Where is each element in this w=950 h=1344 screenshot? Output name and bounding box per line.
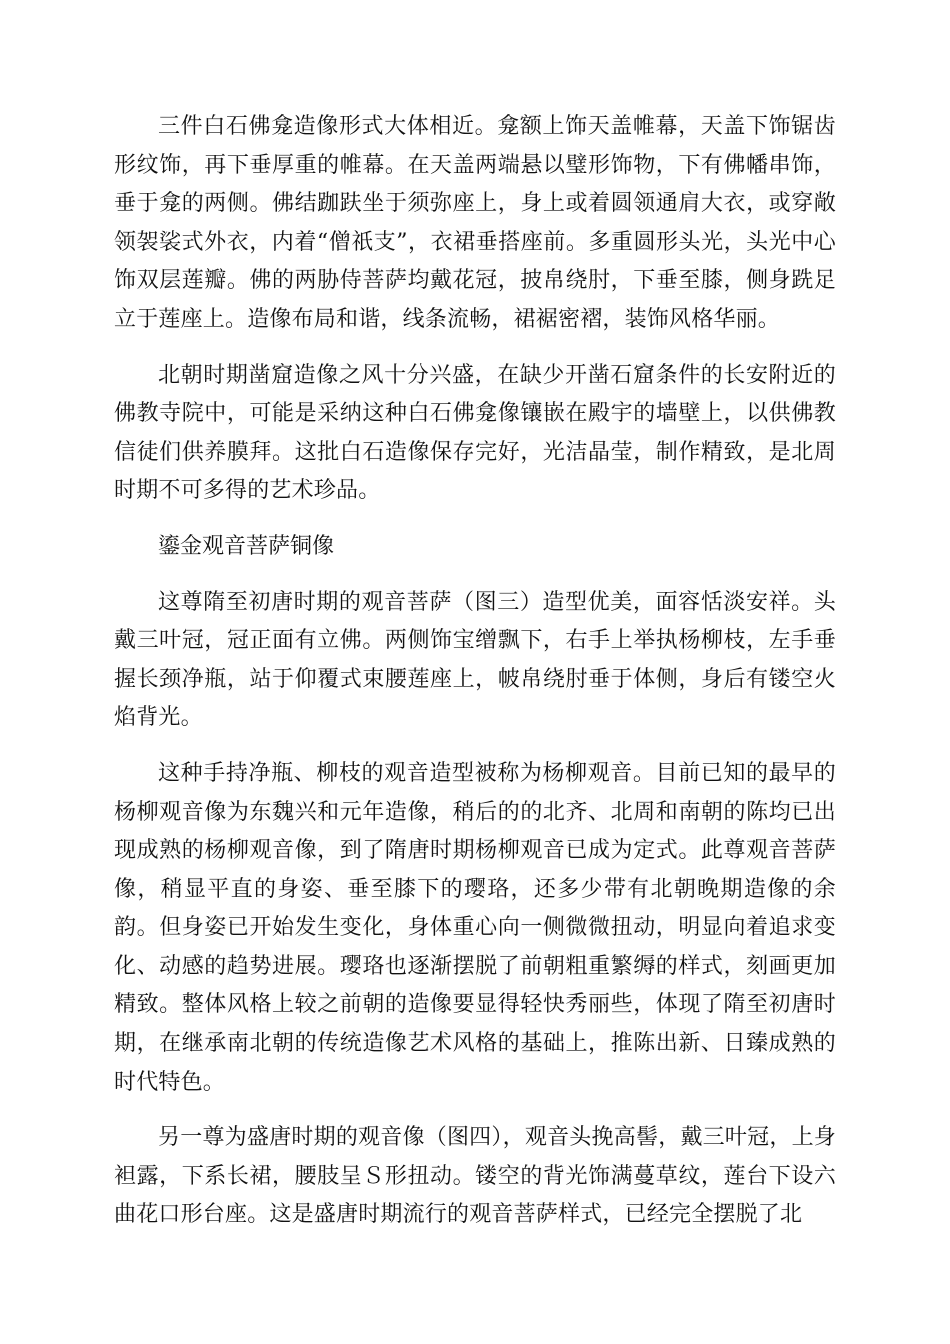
paragraph-northern-dynasties: 北朝时期凿窟造像之风十分兴盛，在缺少开凿石窟条件的长安附近的佛教寺院中，可能是采纳这种白石佛龛像镶嵌在殿宇的墙壁上，以供佛教信徒们供养膜拜。这批白石造像保存完好，光洁晶莹，制作精致，是北周时期不可多得的艺术珍品。 bbox=[114, 362, 836, 504]
paragraph-white-stone-niches: 三件白石佛龛造像形式大体相近。龛额上饰天盖帷幕，天盖下饰锯齿形纹饰，再下垂厚重的帷幕。在天盖两端悬以璧形饰物，下有佛幡串饰，垂于龛的两侧。佛结跏趺坐于须弥座上，身上或着圆领通肩大衣，或穿敞领袈裟式外衣，内着“僧祇支”，衣裙垂搭座前。多重圆形头光，头光中心饰双层莲瓣。佛的两胁侍菩萨均戴花冠，披帛绕肘，下垂至膝，侧身跣足立于莲座上。造像布局和谐，线条流畅，裙裾密褶，装饰风格华丽。 bbox=[114, 114, 836, 332]
paragraph-high-tang-guanyin: 另一尊为盛唐时期的观音像（图四），观音头挽高髻，戴三叶冠，上身袒露，下系长裙，腰肢呈Ｓ形扭动。镂空的背光饰满蔓草纹，莲台下设六曲花口形台座。这是盛唐时期流行的观音菩萨样式，已经完全摆脱了北 bbox=[114, 1125, 836, 1228]
body-text bbox=[114, 108, 836, 1252]
paragraph-willow-guanyin: 这种手持净瓶、柳枝的观音造型被称为杨柳观音。目前已知的最早的杨柳观音像为东魏兴和元年造像，稍后的的北齐、北周和南朝的陈均已出现成熟的杨柳观音像，到了隋唐时期杨柳观音已成为定式。此尊观音菩萨像，稍显平直的身姿、垂至膝下的璎珞，还多少带有北朝晚期造像的余韵。但身姿已开始发生变化，身体重心向一侧微微扭动，明显向着追求变化、动感的趋势进展。璎珞也逐渐摆脱了前朝粗重繁缛的样式，刻画更加精致。整体风格上较之前朝的造像要显得轻快秀丽些，体现了隋至初唐时期，在继承南北朝的传统造像艺术风格的基础上，推陈出新、日臻成熟的时代特色。 bbox=[114, 760, 836, 1095]
paragraph-sui-tang-guanyin: 这尊隋至初唐时期的观音菩萨（图三）造型优美，面容恬淡安祥。头戴三叶冠，冠正面有立佛。两侧饰宝缯飘下，右手上举执杨柳枝，左手垂握长颈净瓶，站于仰覆式束腰莲座上，帔帛绕肘垂于体侧，身后有镂空火焰背光。 bbox=[114, 589, 836, 731]
section-heading-gilt-bronze-guanyin: 鎏金观音菩萨铜像 bbox=[158, 533, 335, 559]
